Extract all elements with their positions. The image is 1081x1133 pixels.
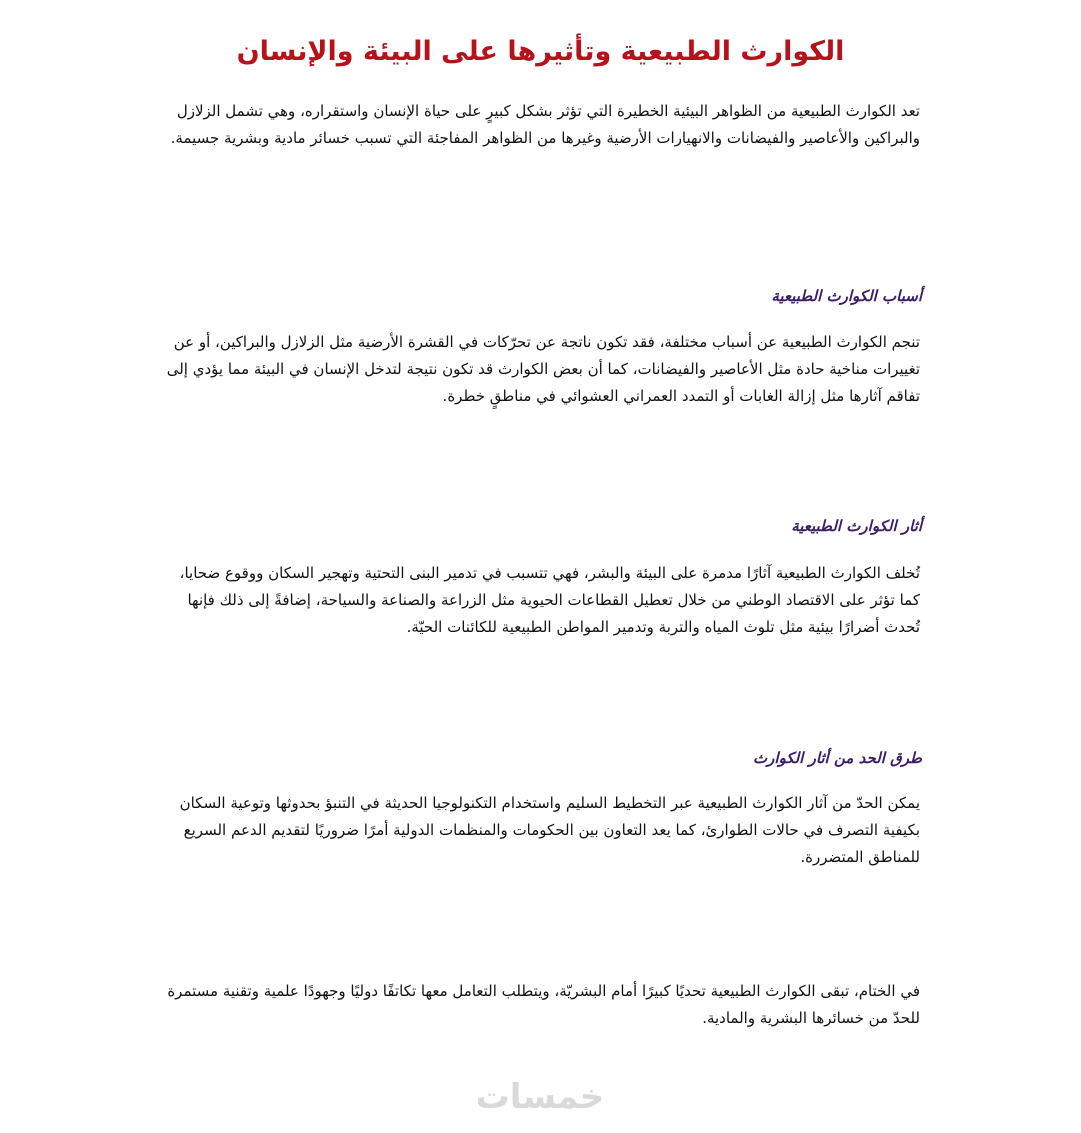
section-body-mitigation: يمكن الحدّ من آثار الكوارث الطبيعية عبر التخطيط السليم واستخدام التكنولوجيا الحديثة في التنبؤ بحدوثها وتوعية السكان بكيفية التصرف في حالات الطوارئ، كما يعد التعاون بين الحكومات والمنظمات الدولية أمرًا ضروريًا لتقديم الدعم السريع للمناطق المتضررة. <box>179 794 920 866</box>
section-body-causes: تنجم الكوارث الطبيعية عن أسباب مختلفة، فقد تكون ناتجة عن تحرّكات في القشرة الأرضية مثل الزلازل والبراكين، أو عن تغييرات مناخية حادة مثل الأعاصير والفيضانات، كما أن بعض الكوارث قد تكون نتيجة لتدخل الإنسان في البيئة مما يؤدي إلى تفاقم آثارها مثل إزالة الغابات أو التمدد العمراني العشوائي في مناطقٍ خطرة. <box>166 333 920 405</box>
section-body-effects: تُخلف الكوارث الطبيعية آثارًا مدمرة على البيئة والبشر، فهي تتسبب في تدمير البنى التحتية وتهجير السكان ووقوع ضحايا، كما تؤثر على الاقتصاد الوطني من خلال تعطيل القطاعات الحيوية مثل الزراعة والصناعة والسياحة، إضافةً إلى ذلك فإنها تُحدث أضرارًا بيئية مثل تلوث المياه والتربة وتدمير المواطن الطبيعية للكائنات الحيّة. <box>179 564 920 636</box>
section-heading-effects: أثار الكوارث الطبيعية <box>791 517 922 535</box>
page-title: الكوارث الطبيعية وتأثيرها على البيئة والإنسان <box>236 36 845 67</box>
intro-paragraph: تعد الكوارث الطبيعية من الظواهر البيئية الخطيرة التي تؤثر بشكل كبيرٍ على حياة الإنسان واستقراره، وهي تشمل الزلازل والبراكين والأعاصير والفيضانات والانهيارات الأرضية وغيرها من الظواهر المفاجئة التي تسبب خسائر مادية وبشرية جسيمة. <box>170 102 920 147</box>
conclusion-paragraph: في الختام، تبقى الكوارث الطبيعية تحديًا كبيرًا أمام البشريّة، ويتطلب التعامل معها تكاتفًا دوليًا وجهودًا علمية وتقنية مستمرة للحدّ من خسائرها البشرية والمادية. <box>167 982 920 1027</box>
watermark-logo: خمسات <box>475 1077 605 1117</box>
section-heading-causes: أسباب الكوارث الطبيعية <box>771 287 922 305</box>
section-heading-mitigation: طرق الحد من أثار الكوارث <box>753 749 922 767</box>
